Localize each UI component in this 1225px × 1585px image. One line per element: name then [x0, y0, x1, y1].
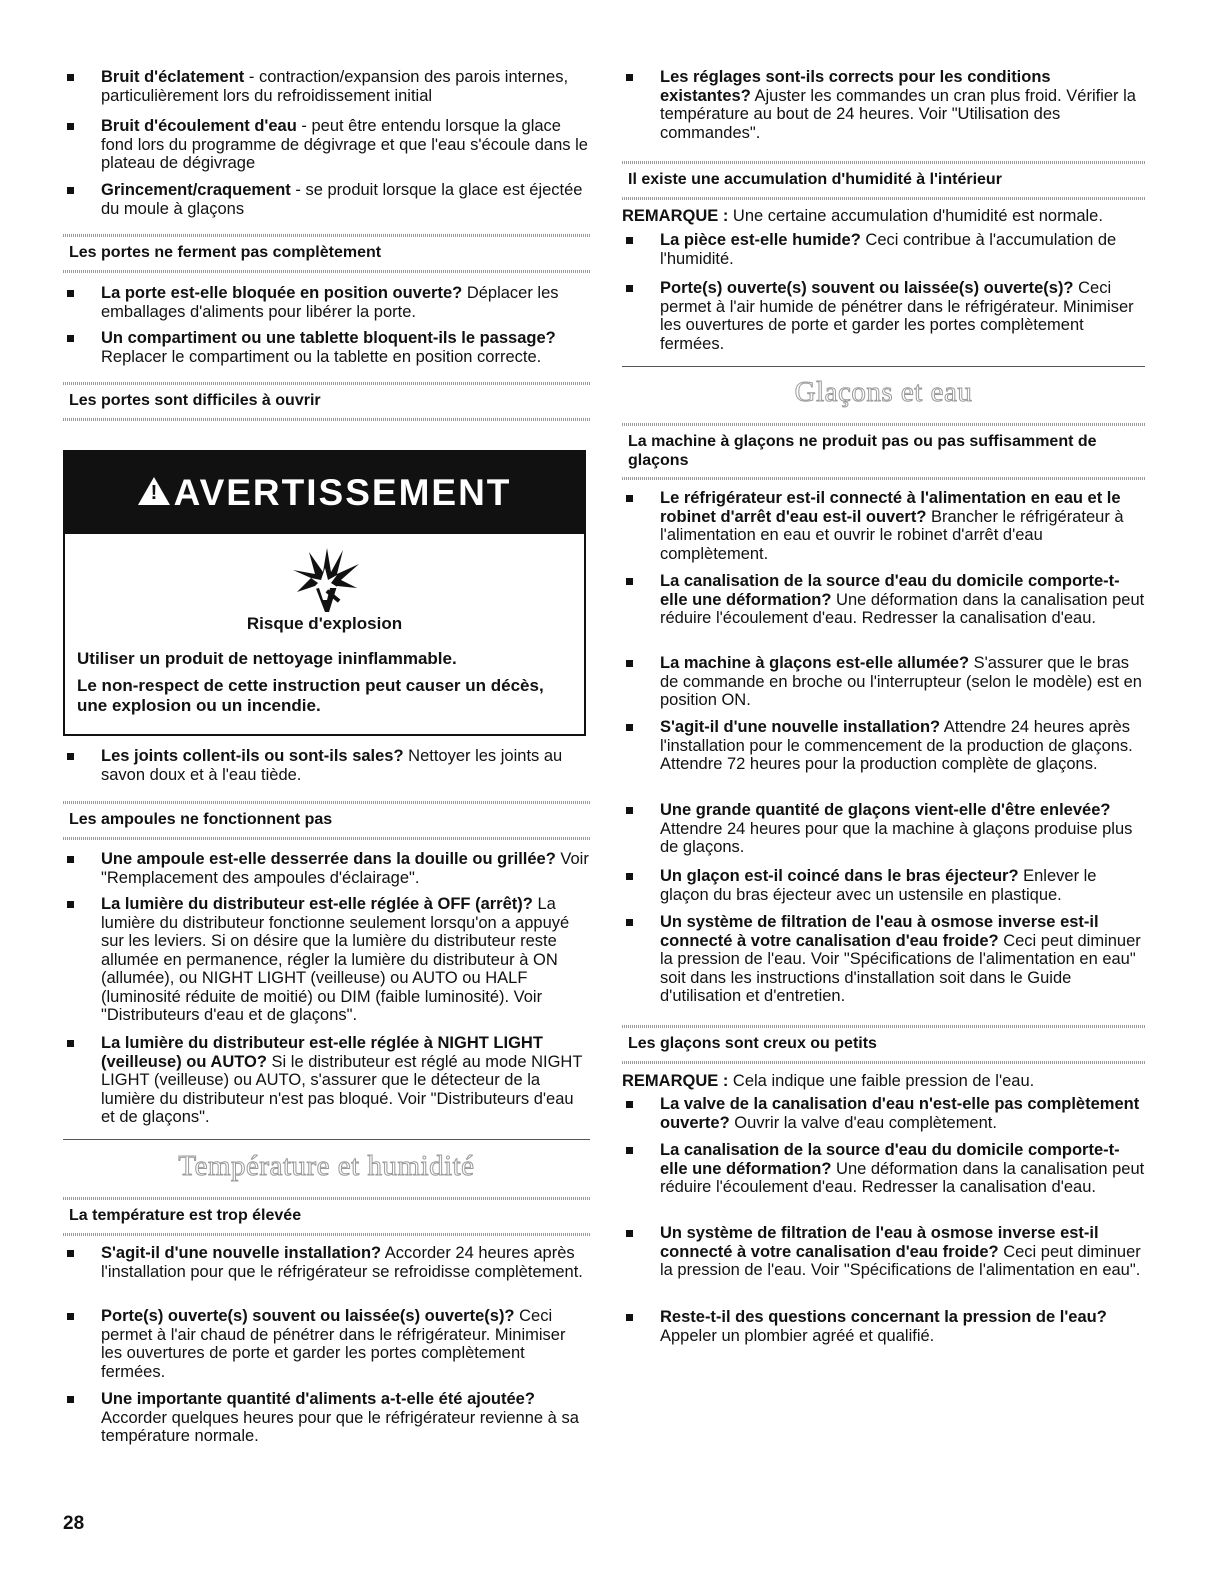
- list-item: Porte(s) ouverte(s) souvent ou laissée(s) ouverte(s)? Ceci permet à l'air chaud de pénétrer dans le réfrigérateur. Minimiser les ouvertures de porte et garder les portes complètement fermées.: [63, 1307, 590, 1381]
- bullet-icon: [626, 495, 633, 502]
- subheading: Les glaçons sont creux ou petits: [622, 1031, 1145, 1058]
- subheading: Il existe une accumulation d'humidité à l'intérieur: [622, 167, 1145, 194]
- list-item: Bruit d'écoulement d'eau - peut être entendu lorsque la glace fond lors du programme de dégivrage et que l'eau s'écoule dans le plateau de dégivrage: [63, 117, 590, 173]
- bullet-icon: [626, 660, 633, 667]
- bullet-icon: [626, 1314, 633, 1321]
- bullet-icon: [67, 187, 74, 194]
- list-item: Les joints collent-ils ou sont-ils sales? Nettoyer les joints au savon doux et à l'eau tiède.: [63, 747, 590, 784]
- note: REMARQUE : Cela indique une faible pression de l'eau.: [622, 1072, 1035, 1090]
- bullet-icon: [626, 1101, 633, 1108]
- subheading: Les portes ne ferment pas complètement: [63, 240, 590, 267]
- warning-banner: [65, 452, 584, 534]
- list-item: La machine à glaçons est-elle allumée? S'assurer que le bras de commande en broche ou l'interrupteur (selon le modèle) est en position ON.: [622, 654, 1145, 710]
- warning-box: [63, 450, 586, 736]
- bullet-icon: [67, 753, 74, 760]
- bullet-icon: [67, 123, 74, 130]
- warning-triangle-icon: !: [138, 477, 170, 505]
- subheading: Les portes sont difficiles à ouvrir: [63, 388, 590, 415]
- list-item: La canalisation de la source d'eau du domicile comporte-t-elle une déformation? Une déformation dans la canalisation peut réduire l'écoulement d'eau. Redresser la canalisation d'eau.: [622, 1141, 1145, 1197]
- section-divider: [63, 1139, 590, 1140]
- list-item: Une ampoule est-elle desserrée dans la douille ou grillée? Voir "Remplacement des ampoules d'éclairage".: [63, 850, 590, 887]
- list-item: Le réfrigérateur est-il connecté à l'alimentation en eau et le robinet d'arrêt d'eau est-il ouvert? Brancher le réfrigérateur à l'alimentation en eau et ouvrir le robinet d'arrêt d'eau complètement.: [622, 489, 1145, 563]
- list-item: Les réglages sont-ils corrects pour les conditions existantes? Ajuster les commandes un cran plus froid. Vérifier la température au bout de 24 heures. Voir "Utilisation des commandes".: [622, 68, 1145, 142]
- section-divider: [622, 366, 1145, 367]
- bullet-icon: [67, 1040, 74, 1047]
- explosion-icon: [285, 542, 365, 622]
- list-item: La canalisation de la source d'eau du domicile comporte-t-elle une déformation? Une déformation dans la canalisation peut réduire l'écoulement d'eau. Redresser la canalisation d'eau.: [622, 572, 1145, 628]
- bullet-icon: [626, 1147, 633, 1154]
- bullet-icon: [626, 74, 633, 81]
- bullet-icon: [67, 856, 74, 863]
- bullet-icon: [626, 237, 633, 244]
- list-item: S'agit-il d'une nouvelle installation? Accorder 24 heures après l'installation pour que le réfrigérateur se refroidisse complètement.: [63, 1244, 590, 1281]
- bullet-icon: [626, 724, 633, 731]
- subheading: La machine à glaçons ne produit pas ou pas suffisamment de glaçons: [622, 429, 1145, 474]
- warning-consequence: Le non-respect de cette instruction peut causer un décès, une explosion ou un incendie.: [77, 676, 544, 715]
- bullet-icon: [67, 290, 74, 297]
- list-item: Un glaçon est-il coincé dans le bras éjecteur? Enlever le glaçon du bras éjecteur avec un ustensile en plastique.: [622, 867, 1145, 904]
- page-number: 28: [63, 1513, 85, 1534]
- warning-title: AVERTISSEMENT: [173, 472, 512, 513]
- bullet-icon: [626, 807, 633, 814]
- list-item: Bruit d'éclatement - contraction/expansion des parois internes, particulièrement lors du refroidissement initial: [63, 68, 590, 105]
- bullet-icon: [67, 1396, 74, 1403]
- subheading: Les ampoules ne fonctionnent pas: [63, 807, 590, 834]
- list-item: Une importante quantité d'aliments a-t-elle été ajoutée? Accorder quelques heures pour que le réfrigérateur revienne à sa température normale.: [63, 1390, 590, 1446]
- warning-instruction: Utiliser un produit de nettoyage ininflammable.: [77, 649, 457, 668]
- list-item: S'agit-il d'une nouvelle installation? Attendre 24 heures après l'installation pour le commencement de la production de glaçons. Attendre 72 heures pour la production complète de glaçons.: [622, 718, 1145, 774]
- bullet-icon: [626, 285, 633, 292]
- list-item: Porte(s) ouverte(s) souvent ou laissée(s) ouverte(s)? Ceci permet à l'air humide de pénétrer dans le réfrigérateur. Minimiser les ouvertures de porte et garder les portes complètement fermées.: [622, 279, 1145, 353]
- bullet-icon: [626, 1230, 633, 1237]
- list-item: Un système de filtration de l'eau à osmose inverse est-il connecté à votre canalisation d'eau froide? Ceci peut diminuer la pression de l'eau. Voir "Spécifications de l'alimentation en eau".: [622, 1224, 1145, 1280]
- list-item: Reste-t-il des questions concernant la pression de l'eau? Appeler un plombier agréé et qualifié.: [622, 1308, 1145, 1345]
- list-item: Un système de filtration de l'eau à osmose inverse est-il connecté à votre canalisation d'eau froide? Ceci peut diminuer la pression de l'eau. Voir "Spécifications de l'alimentation en eau" soit dans les instructions d'installation soit dans le Guide d'utilisation et d'entretien.: [622, 913, 1145, 1006]
- bullet-icon: [626, 919, 633, 926]
- list-item: Un compartiment ou une tablette bloquent-ils le passage? Replacer le compartiment ou la tablette en position correcte.: [63, 329, 590, 366]
- list-item: La porte est-elle bloquée en position ouverte? Déplacer les emballages d'aliments pour libérer la porte.: [63, 284, 590, 321]
- bullet-icon: [67, 901, 74, 908]
- section-title: Température et humidité: [178, 1150, 475, 1182]
- bullet-icon: [626, 873, 633, 880]
- list-item: La pièce est-elle humide? Ceci contribue à l'accumulation de l'humidité.: [622, 231, 1145, 268]
- list-item: La valve de la canalisation d'eau n'est-elle pas complètement ouverte? Ouvrir la valve d'eau complètement.: [622, 1095, 1145, 1132]
- subheading: La température est trop élevée: [63, 1203, 590, 1230]
- bullet-icon: [67, 1250, 74, 1257]
- list-item: La lumière du distributeur est-elle réglée à NIGHT LIGHT (veilleuse) ou AUTO? Si le distributeur est réglé au mode NIGHT LIGHT (veilleuse) ou AUTO, s'assurer que le détecteur de la lumière du distributeur n'est pas bloqué. Voir "Distributeurs d'eau et de glaçons".: [63, 1034, 590, 1127]
- section-title: Glaçons et eau: [794, 376, 973, 408]
- warning-risk: Risque d'explosion: [246, 614, 403, 633]
- bullet-icon: [67, 74, 74, 81]
- list-item: La lumière du distributeur est-elle réglée à OFF (arrêt)? La lumière du distributeur fonctionne seulement lorsqu'on a appuyé sur les leviers. Si on désire que la lumière du distributeur reste allumée en permanence, régler la lumière du distributeur à ON (allumée), ou NIGHT LIGHT (veilleuse) ou AUTO ou HALF (luminosité réduite de moitié) ou DIM (faible luminosité). Voir "Distributeurs d'eau et de glaçons".: [63, 895, 590, 1025]
- bullet-icon: [67, 1313, 74, 1320]
- note: REMARQUE : Une certaine accumulation d'humidité est normale.: [622, 207, 1103, 225]
- list-item: Une grande quantité de glaçons vient-elle d'être enlevée? Attendre 24 heures pour que la machine à glaçons produise plus de glaçons.: [622, 801, 1145, 857]
- bullet-icon: [626, 578, 633, 585]
- bullet-icon: [67, 335, 74, 342]
- list-item: Grincement/craquement - se produit lorsque la glace est éjectée du moule à glaçons: [63, 181, 590, 218]
